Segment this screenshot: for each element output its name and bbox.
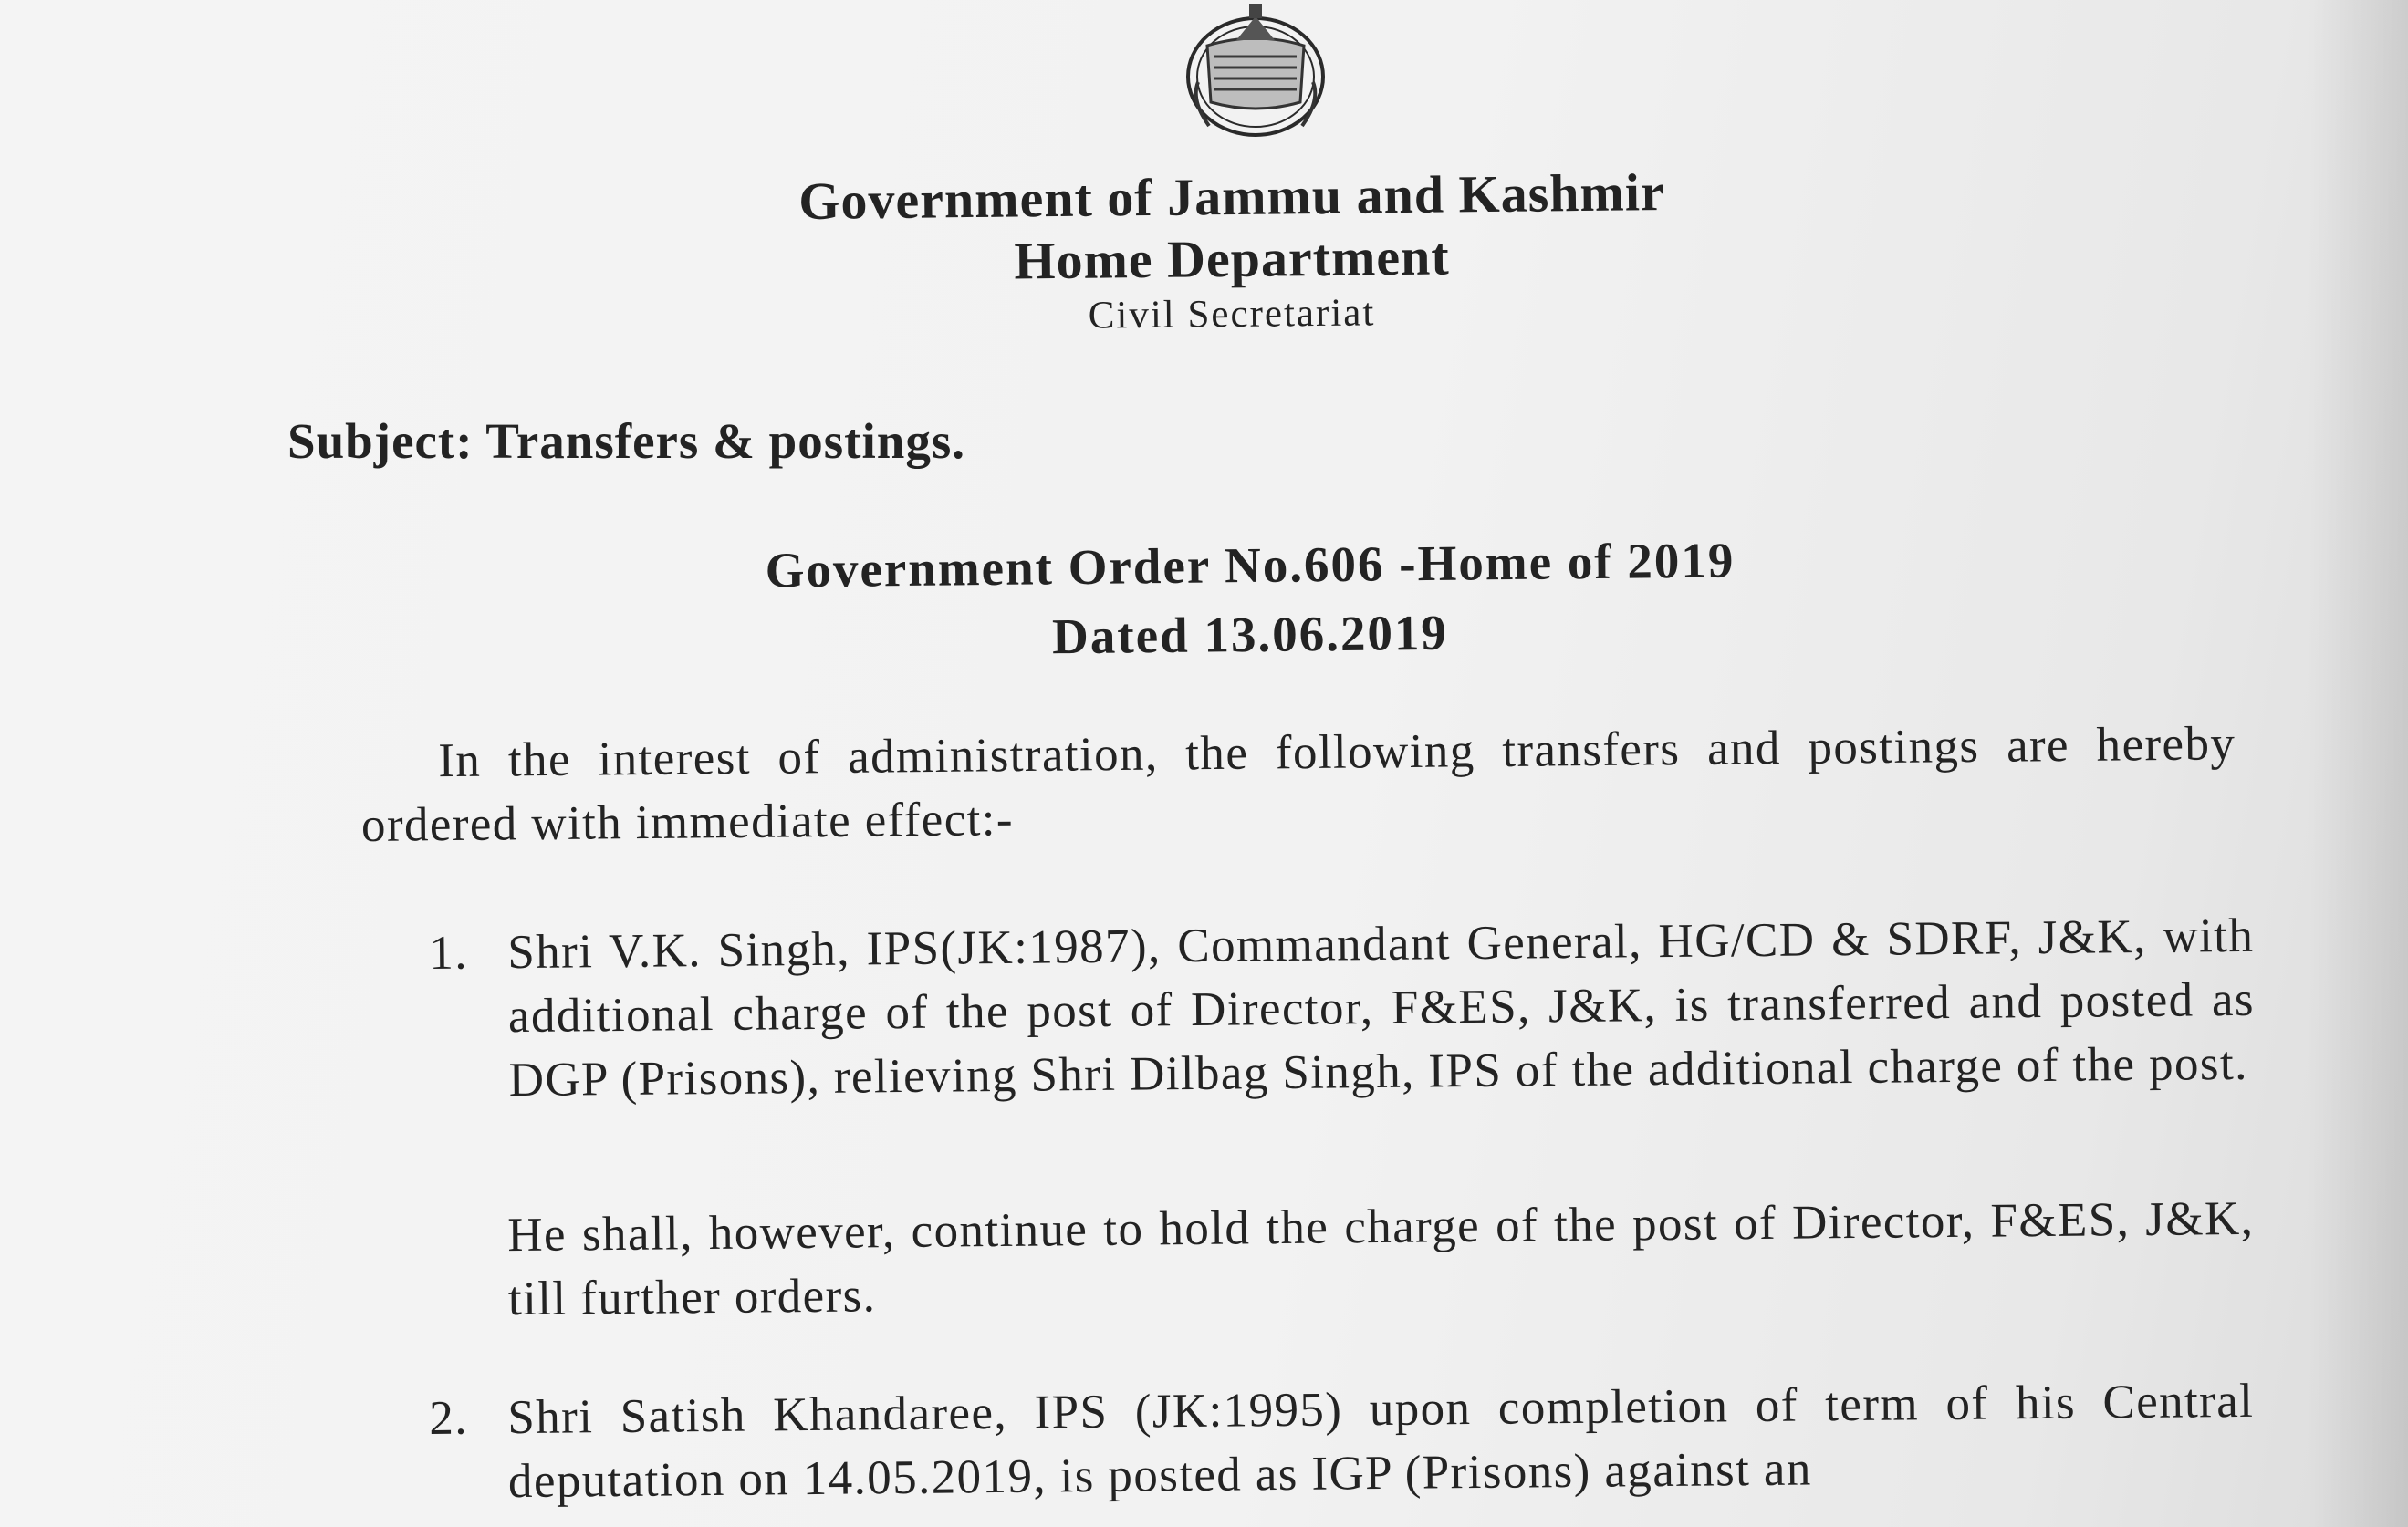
- item-text: Shri V.K. Singh, IPS(JK:1987), Commandant General, HG/CD & SDRF, J&K, with additional charge of the post of Director, F&ES, J&K, is transferred and posted as DGP (Prisons), relieving Shri Dilbag Singh, IPS of the additional charge of the post.: [507, 909, 2256, 1107]
- order-item: [429, 1369, 2255, 1514]
- order-number: Government Order No.606 -Home of 2019: [765, 532, 1736, 598]
- intro-paragraph: In the interest of administration, the following transfers and postings are hereby ordered with immediate effect:-: [360, 717, 2236, 852]
- government-title: Government of Jammu and Kashmir: [798, 162, 1665, 231]
- item-number: 1.: [429, 926, 469, 980]
- item-continuation-text: He shall, however, continue to hold the charge of the post of Director, F&ES, J&K, till further orders.: [507, 1191, 2255, 1326]
- subject-line: Subject: Transfers & postings.: [287, 413, 965, 469]
- order-item: [429, 904, 2256, 1113]
- item-number: 2.: [429, 1391, 469, 1445]
- order-item-continuation: [429, 1187, 2255, 1332]
- department-title: Home Department: [1014, 226, 1450, 291]
- state-emblem-icon: [1182, 0, 1329, 137]
- order-date: Dated 13.06.2019: [1051, 604, 1449, 665]
- office-title: Civil Secretariat: [1088, 291, 1376, 338]
- page-edge-shadow: [2308, 0, 2408, 1527]
- item-text: Shri Satish Khandaree, IPS (JK:1995) upon completion of term of his Central deputation on 14.05.2019, is posted as IGP (Prisons) against an: [507, 1374, 2255, 1509]
